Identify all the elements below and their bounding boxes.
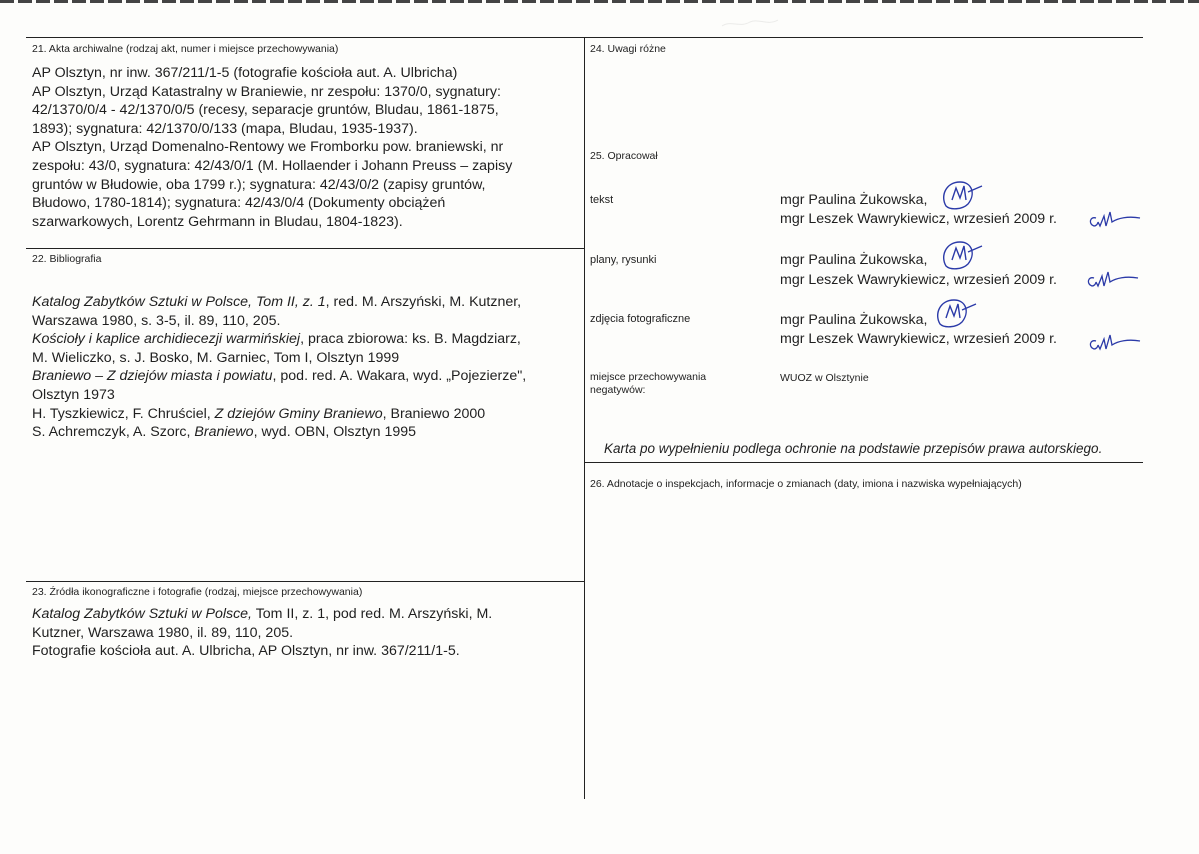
book-title: Z dziejów Gminy Braniewo (214, 405, 383, 422)
row-label-photos: zdjęcia fotograficzne (590, 313, 691, 325)
column-divider (584, 37, 585, 799)
author-line: mgr Leszek Wawrykiewicz, wrzesień 2009 r. (780, 211, 1058, 227)
text-line: AP Olsztyn, Urząd Katastralny w Braniewie, nr zespołu: 1370/0, sygnatury: (32, 83, 501, 100)
text-line: Błudowo, 1780-1814); sygnatura: 42/43/0/4 (Dokumenty obciążeń (32, 195, 446, 212)
text-line: gruntów w Błudowie, oba 1799 r.); sygnatura: 42/43/0/2 (zapisy gruntów, (32, 176, 486, 193)
text-line: 42/1370/0/4 - 42/1370/0/5 (recesy, separacje gruntów, Bludau, 1861-1875, (32, 102, 499, 119)
bibliography-entry: Katalog Zabytków Sztuki w Polsce, Tom II, z. 1, red. M. Arszyński, M. Kutzner, (32, 294, 522, 310)
bibliography-entry: Kościoły i kaplice archidiecezji warmińskiej, praca zbiorowa: ks. B. Magdziarz, (32, 331, 521, 348)
section23-body (32, 605, 492, 661)
section26-label: 26. Adnotacje o inspekcjach, informacje o zmianach (daty, imiona i nazwiska wypełniających) (590, 478, 1022, 490)
section23-divider (26, 581, 585, 582)
author-line: mgr Leszek Wawrykiewicz, wrzesień 2009 r. (780, 331, 1058, 347)
section24-label: 24. Uwagi różne (590, 43, 666, 55)
signature-pz-2 (938, 236, 986, 272)
section21-label: 21. Akta archiwalne (rodzaj akt, numer i miejsce przechowywania) (32, 43, 339, 55)
negatives-label: miejsce przechowywania negatywów: (590, 371, 707, 396)
signature-lw-1 (1086, 208, 1142, 230)
text-line: M. Wieliczko, s. J. Bosko, M. Garniec, Tom I, Olsztyn 1999 (32, 349, 400, 366)
text-line: szarwarkowych, Lorentz Gehrmann in Bludau, 1804-1823). (32, 213, 403, 230)
author-line: mgr Leszek Wawrykiewicz, wrzesień 2009 r. (780, 272, 1058, 288)
text-line: AP Olsztyn, Urząd Domenalno-Rentowy we Fromborku pow. braniewski, nr (32, 139, 504, 156)
author-line: mgr Paulina Żukowska, (780, 252, 928, 268)
signature-lw-3 (1086, 331, 1142, 353)
book-title: Braniewo – Z dziejów miasta i powiatu (32, 368, 273, 385)
section25-label: 25. Opracował (590, 150, 658, 162)
text-line: Olsztyn 1973 (32, 386, 115, 403)
text-line: AP Olsztyn, nr inw. 367/211/1-5 (fotografie kościoła aut. A. Ulbricha) (32, 65, 458, 81)
text-line: 1893); sygnatura: 42/1370/0/133 (mapa, Bludau, 1935-1937). (32, 120, 418, 137)
bibliography-list (32, 293, 526, 442)
book-title: Kościoły i kaplice archidiecezji warmińskiej (32, 331, 301, 348)
negatives-value: WUOZ w Olsztynie (780, 372, 869, 384)
signature-pz-3 (932, 294, 980, 330)
text-line: Fotografie kościoła aut. A. Ulbricha, AP Olsztyn, nr inw. 367/211/1-5. (32, 643, 460, 660)
section26-divider (584, 462, 1143, 463)
bibliography-entry: Braniewo – Z dziejów miasta i powiatu, pod. red. A. Wakara, wyd. „Pojezierze", (32, 368, 527, 385)
text-line: Katalog Zabytków Sztuki w Polsce, Tom II, z. 1, pod red. M. Arszyński, M. (32, 606, 493, 622)
section23-label: 23. Źródła ikonograficzne i fotografie (rodzaj, miejsce przechowywania) (32, 586, 363, 598)
section22-label: 22. Bibliografia (32, 253, 102, 265)
text-line: Kutzner, Warszawa 1980, il. 89, 110, 205. (32, 624, 294, 641)
page-top-edge (0, 0, 1199, 3)
signature-lw-2 (1084, 268, 1140, 290)
book-title: Katalog Zabytków Sztuki w Polsce, (32, 606, 253, 622)
bibliography-entry: S. Achremczyk, A. Szorc, Braniewo, wyd. OBN, Olsztyn 1995 (32, 424, 417, 441)
row-label-text: tekst (590, 194, 614, 206)
copyright-note: Karta po wypełnieniu podlega ochronie na podstawie przepisów prawa autorskiego. (604, 441, 1103, 456)
section21-divider (26, 248, 585, 249)
bibliography-entry: H. Tyszkiewicz, F. Chruściel, Z dziejów Gminy Braniewo, Braniewo 2000 (32, 405, 486, 422)
row-label-drawings: plany, rysunki (590, 254, 657, 266)
book-title: Katalog Zabytków Sztuki w Polsce, Tom II, z. 1 (32, 294, 326, 310)
section21-body (32, 64, 512, 231)
author-line: mgr Paulina Żukowska, (780, 312, 928, 328)
book-title: Braniewo (194, 424, 254, 441)
author-line: mgr Paulina Żukowska, (780, 192, 928, 208)
scan-smudge (720, 14, 780, 34)
text-line: Warszawa 1980, s. 3-5, il. 89, 110, 205. (32, 312, 281, 329)
text-line: zespołu: 43/0, sygnatura: 42/43/0/1 (M. Hollaender i Johann Preuss – zapisy (32, 157, 513, 174)
signature-pz-1 (938, 176, 986, 212)
